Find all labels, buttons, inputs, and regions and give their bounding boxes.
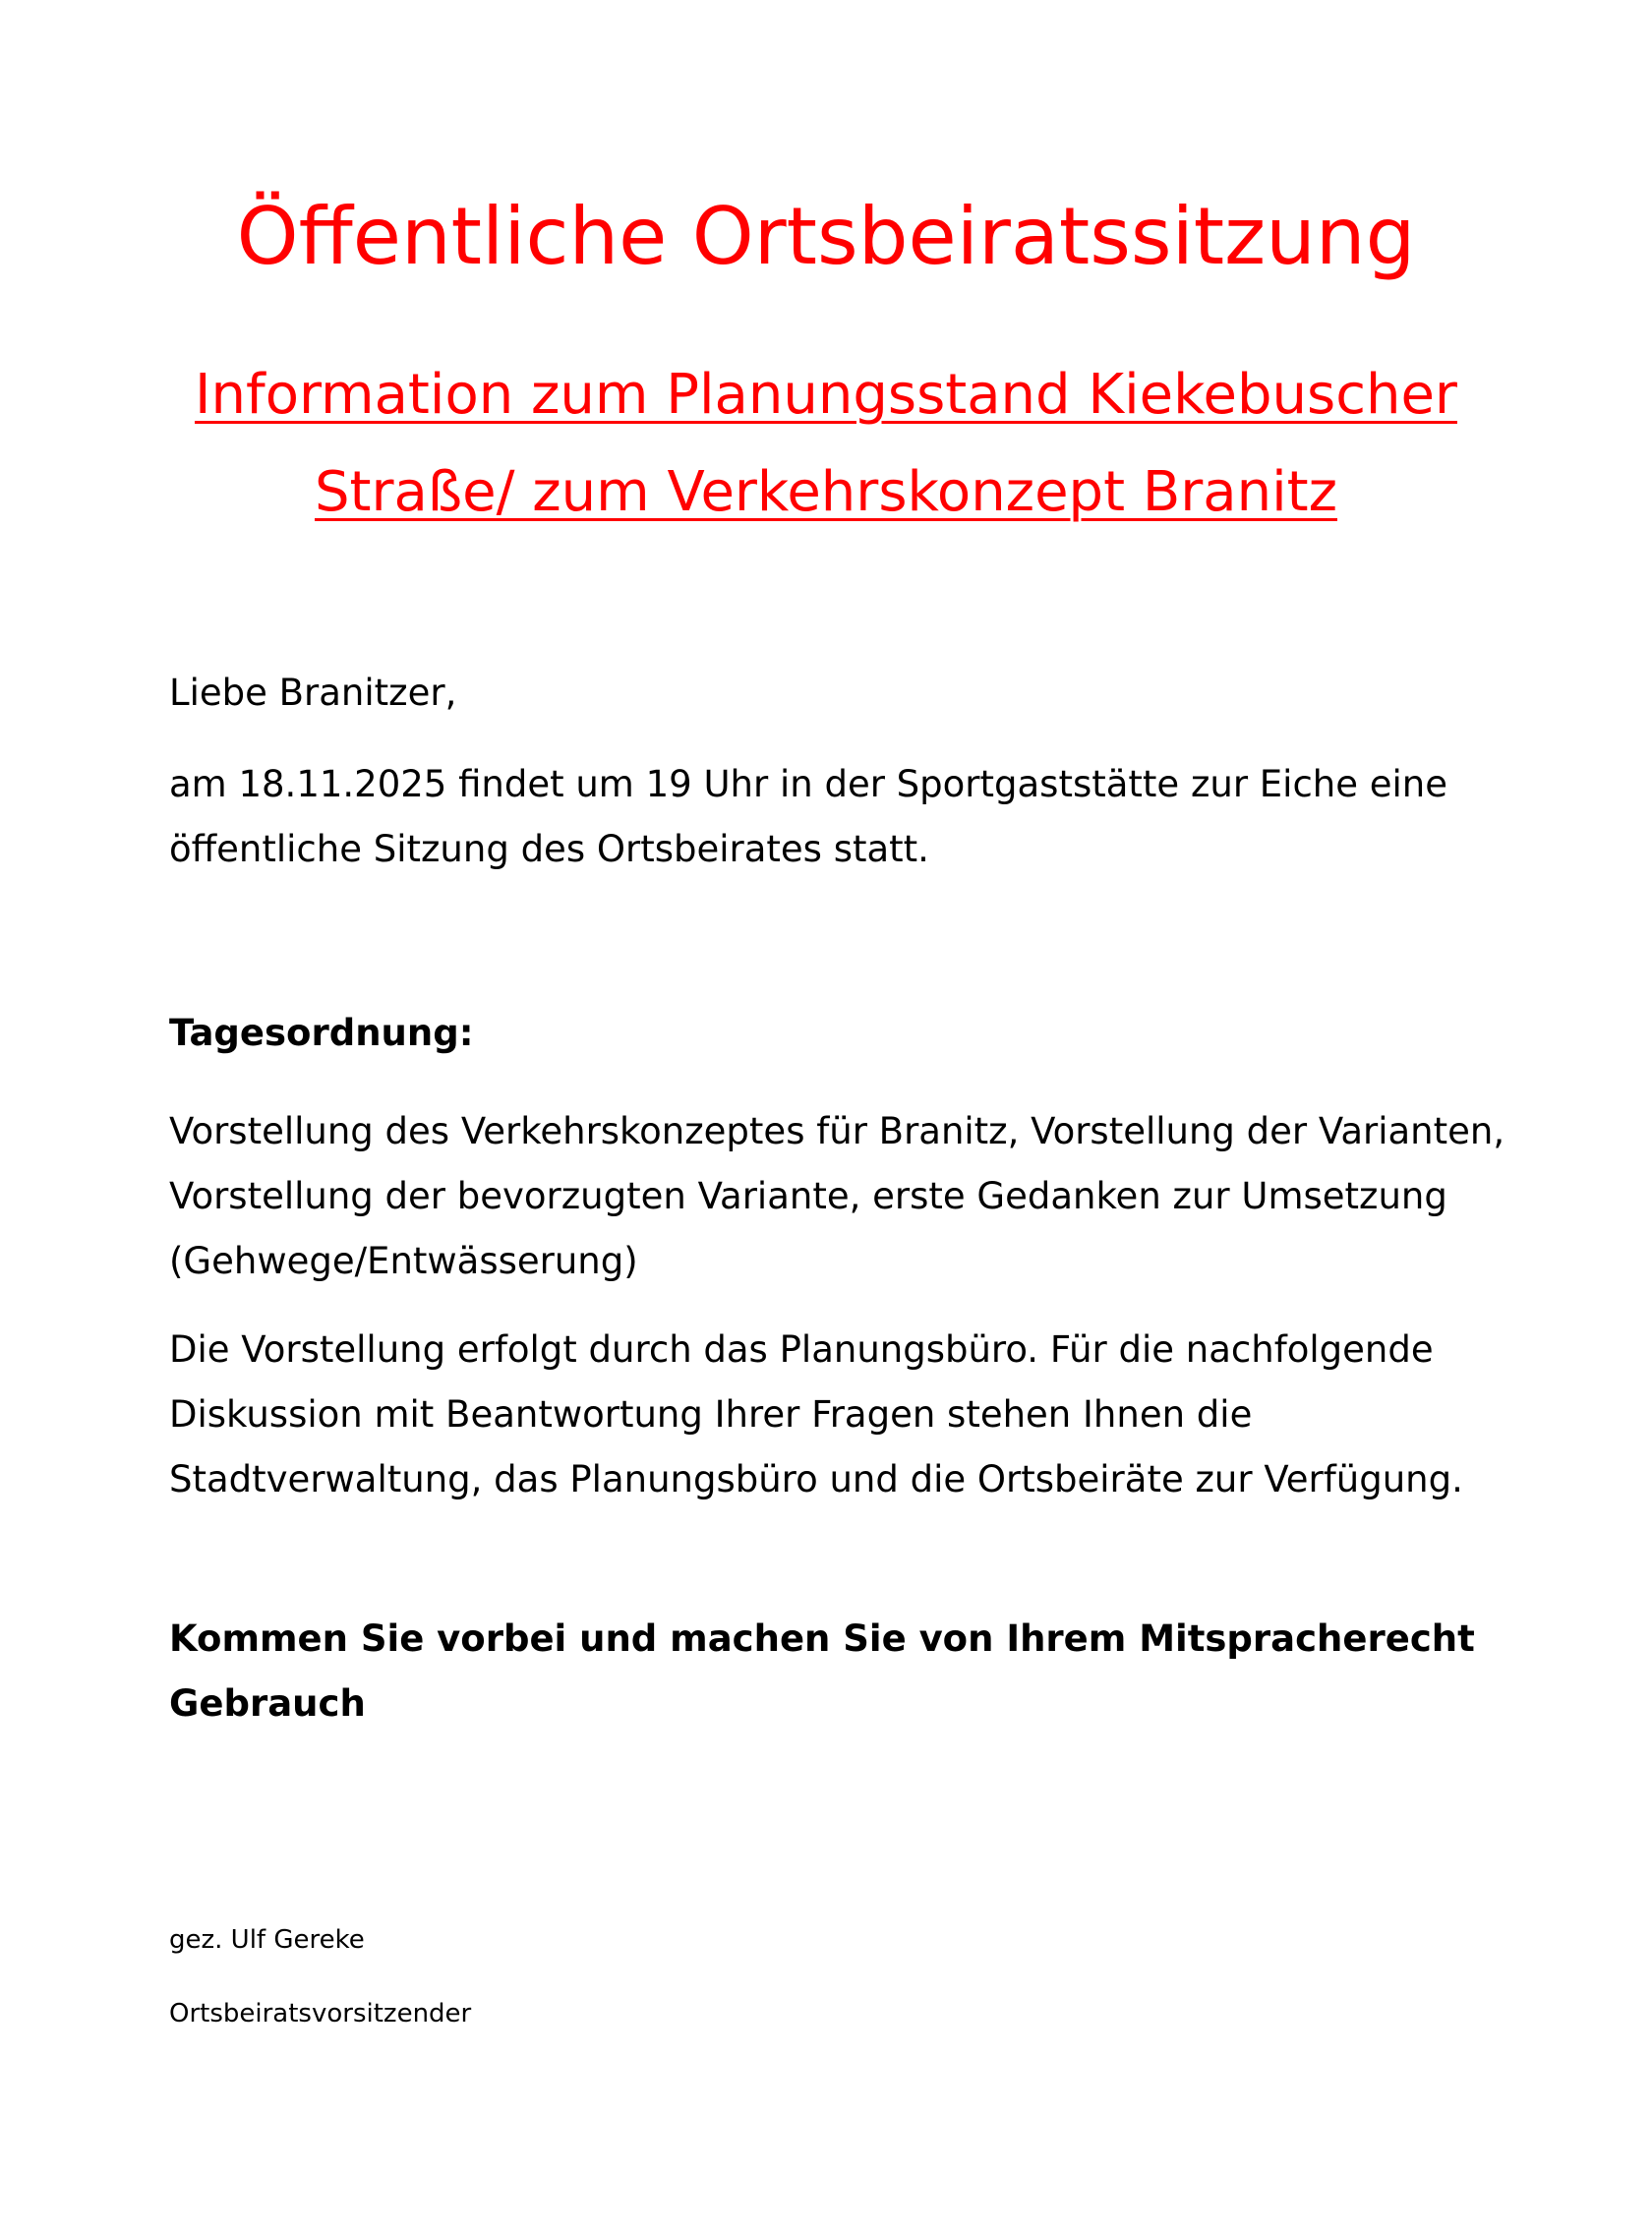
signature-name: gez. Ulf Gereke	[169, 1925, 365, 1955]
greeting: Liebe Branitzer,	[169, 672, 457, 714]
page-title: Öffentliche Ortsbeiratssitzung	[236, 191, 1416, 282]
agenda-paragraph: Vorstellung des Verkehrskonzeptes für Branitz, Vorstellung der Varianten, Vorstellung der bevorzugten Variante, erste Gedanken zur Umsetzung (Gehwege/Entwässerung)	[169, 1110, 1505, 1282]
agenda-heading: Tagesordnung:	[169, 1012, 474, 1054]
presentation-paragraph: Die Vorstellung erfolgt durch das Planungsbüro. Für die nachfolgende Diskussion mit Beantwortung Ihrer Fragen stehen Ihnen die Stadtverwaltung, das Planungsbüro und die Ortsbeiräte zur Verfügung.	[169, 1328, 1463, 1500]
signature-role: Ortsbeiratsvorsitzender	[169, 1999, 472, 2028]
intro-paragraph: am 18.11.2025 findet um 19 Uhr in der Sportgaststätte zur Eiche eine öffentliche Sitzung des Ortsbeirates statt.	[169, 763, 1448, 870]
subtitle-block	[118, 346, 1534, 541]
call-to-action: Kommen Sie vorbei und machen Sie von Ihrem Mitspracherecht Gebrauch	[169, 1617, 1475, 1725]
subtitle: Information zum Planungsstand Kiekebuscher Straße/ zum Verkehrskonzept Branitz	[195, 363, 1457, 524]
